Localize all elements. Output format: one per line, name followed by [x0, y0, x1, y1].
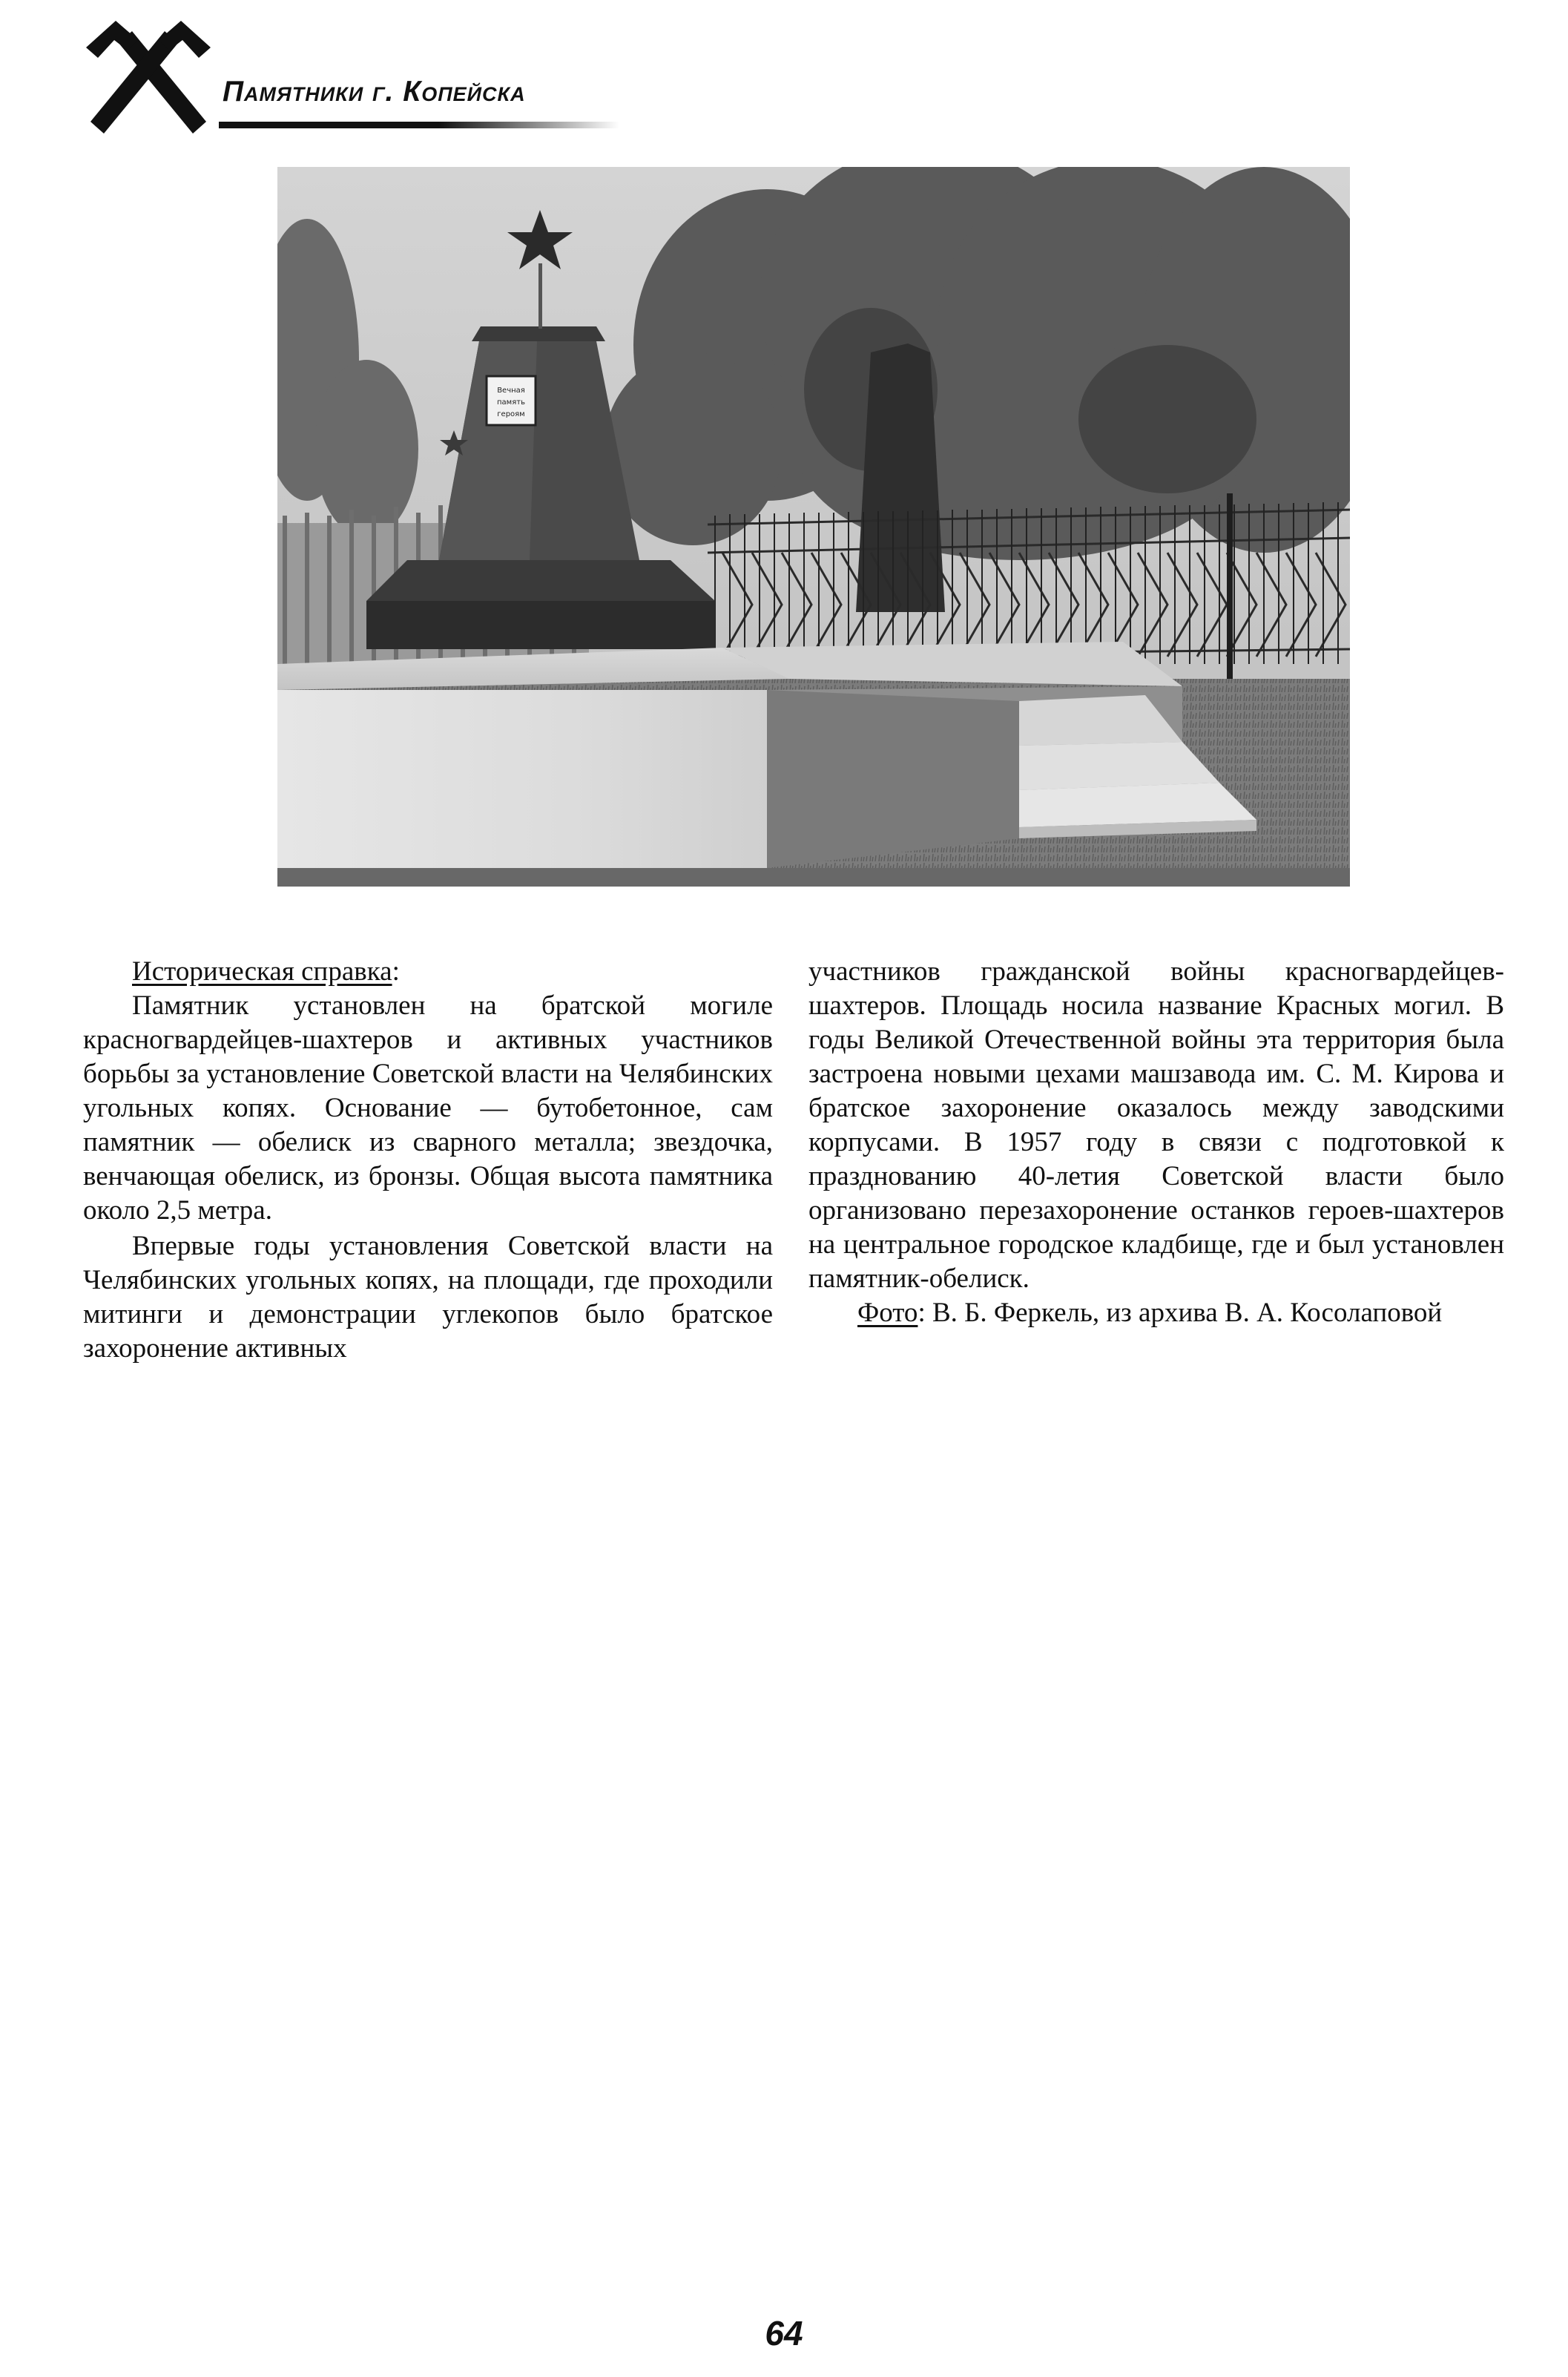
plaque-line-3: героям	[497, 410, 525, 418]
article-left-column	[83, 955, 773, 1366]
running-header-title: Памятники г. Копейска	[223, 76, 526, 108]
plaque-line-1: Вечная	[497, 387, 525, 395]
paragraph-history-start: Впервые годы установления Советской власти на Челябинских угольных копях, на площади, где проходили митинги и демонстрации углекопов было братское захоронение активных	[83, 1231, 773, 1364]
paragraph-history-continued: участников гражданской войны красногвардейцев-шахтеров. Площадь носила название Красных могил. В годы Великой Отечественной войны эта территория была застроена новыми цехами машзавода им. С. М. Кирова и братское захоронение оказалось между заводскими корпусами. В 1957 году в связи с подготовкой к празднованию 40-летия Советской власти было организовано перезахоронение останков героев-шахтеров на центральное городское кладбище, где и был установлен памятник-обелиск.	[808, 956, 1504, 1294]
photo-credit-label: Фото	[857, 1298, 918, 1328]
historical-note-heading	[83, 955, 773, 989]
page-number: 64	[765, 2314, 803, 2353]
historical-note-label: Историческая справка	[132, 956, 392, 987]
heading-colon: :	[392, 956, 400, 987]
paragraph-monument-description: Памятник установлен на братской могиле красногвардейцев-шахтеров и активных участников борьбы за установление Советской власти на Челябинских угольных копях. Основание — бутобетонное, сам памятник — обелиск из сварного металла; звездочка, венчающая обелиск, из бронзы. Общая высота памятника около 2,5 метра.	[83, 990, 773, 1226]
photo-credit	[808, 1296, 1504, 1330]
plaque-line-2: память	[497, 398, 525, 407]
crossed-hammers-icon	[82, 18, 215, 140]
header-rule	[219, 122, 619, 128]
article-right-column	[808, 955, 1504, 1330]
photo-credit-text: : В. Б. Феркель, из архива В. А. Косолаповой	[918, 1298, 1443, 1328]
obelisk-photo	[277, 167, 1350, 887]
